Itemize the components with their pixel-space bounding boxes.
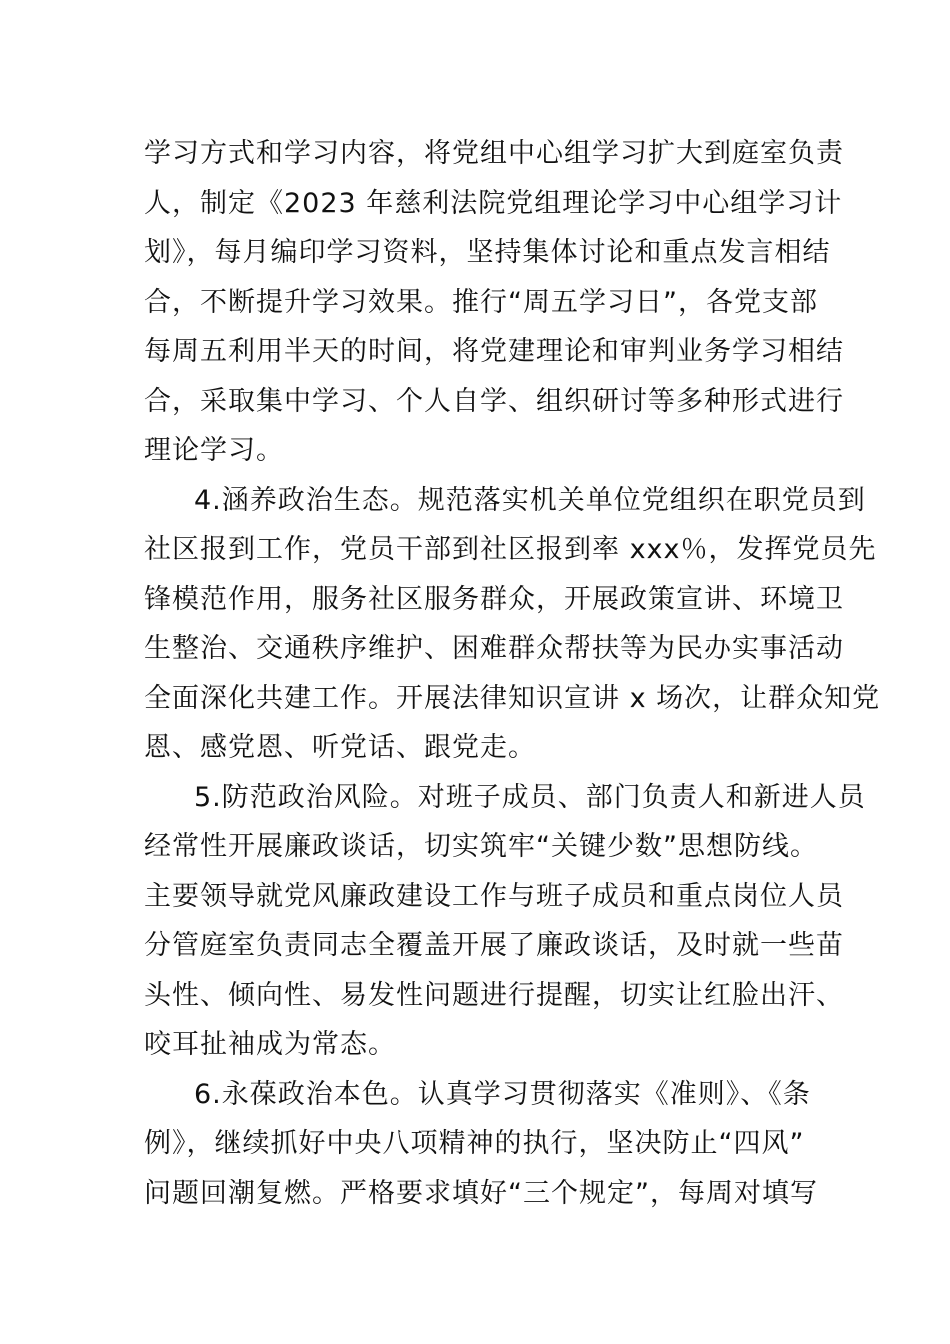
paragraph-line: 学习方式和学习内容，将党组中心组学习扩大到庭室负责: [144, 138, 844, 169]
paragraph-line: 咬耳扯袖成为常态。: [144, 1029, 396, 1060]
paragraph-line: 合，采取集中学习、个人自学、组织研讨等多种形式进行: [144, 386, 844, 417]
paragraph-line: 头性、倾向性、易发性问题进行提醒，切实让红脸出汗、: [144, 980, 844, 1011]
paragraph-line: 划》，每月编印学习资料，坚持集体讨论和重点发言相结: [144, 237, 831, 268]
section-heading-line: 6.永葆政治本色。认真学习贯彻落实《准则》、《条: [194, 1079, 811, 1110]
section-heading-line: 5.防范政治风险。对班子成员、部门负责人和新进人员: [194, 782, 866, 813]
section-heading-line: 4.涵养政治生态。规范落实机关单位党组织在职党员到: [194, 485, 866, 516]
paragraph-line: 生整治、交通秩序维护、困难群众帮扶等为民办实事活动: [144, 633, 844, 664]
paragraph-line: 全面深化共建工作。开展法律知识宣讲 x 场次，让群众知党: [144, 683, 881, 714]
paragraph-line: 主要领导就党风廉政建设工作与班子成员和重点岗位人员: [144, 881, 844, 912]
paragraph-line: 恩、感党恩、听党话、跟党走。: [144, 732, 536, 763]
paragraph-line: 社区报到工作，党员干部到社区报到率 xxx％，发挥党员先: [144, 534, 877, 565]
paragraph-line: 锋模范作用，服务社区服务群众，开展政策宣讲、环境卫: [144, 584, 844, 615]
paragraph-line: 理论学习。: [144, 435, 284, 466]
paragraph-line: 问题回潮复燃。严格要求填好“三个规定”，每周对填写: [144, 1178, 818, 1209]
paragraph-line: 经常性开展廉政谈话，切实筑牢“关键少数”思想防线。: [144, 831, 818, 862]
paragraph-line: 人，制定《2023 年慈利法院党组理论学习中心组学习计: [144, 188, 843, 219]
paragraph-line: 分管庭室负责同志全覆盖开展了廉政谈话，及时就一些苗: [144, 930, 844, 961]
paragraph-line: 每周五利用半天的时间，将党建理论和审判业务学习相结: [144, 336, 844, 367]
paragraph-line: 合，不断提升学习效果。推行“周五学习日”，各党支部: [144, 287, 818, 318]
paragraph-line: 例》，继续抓好中央八项精神的执行，坚决防止“四风”: [144, 1128, 805, 1159]
